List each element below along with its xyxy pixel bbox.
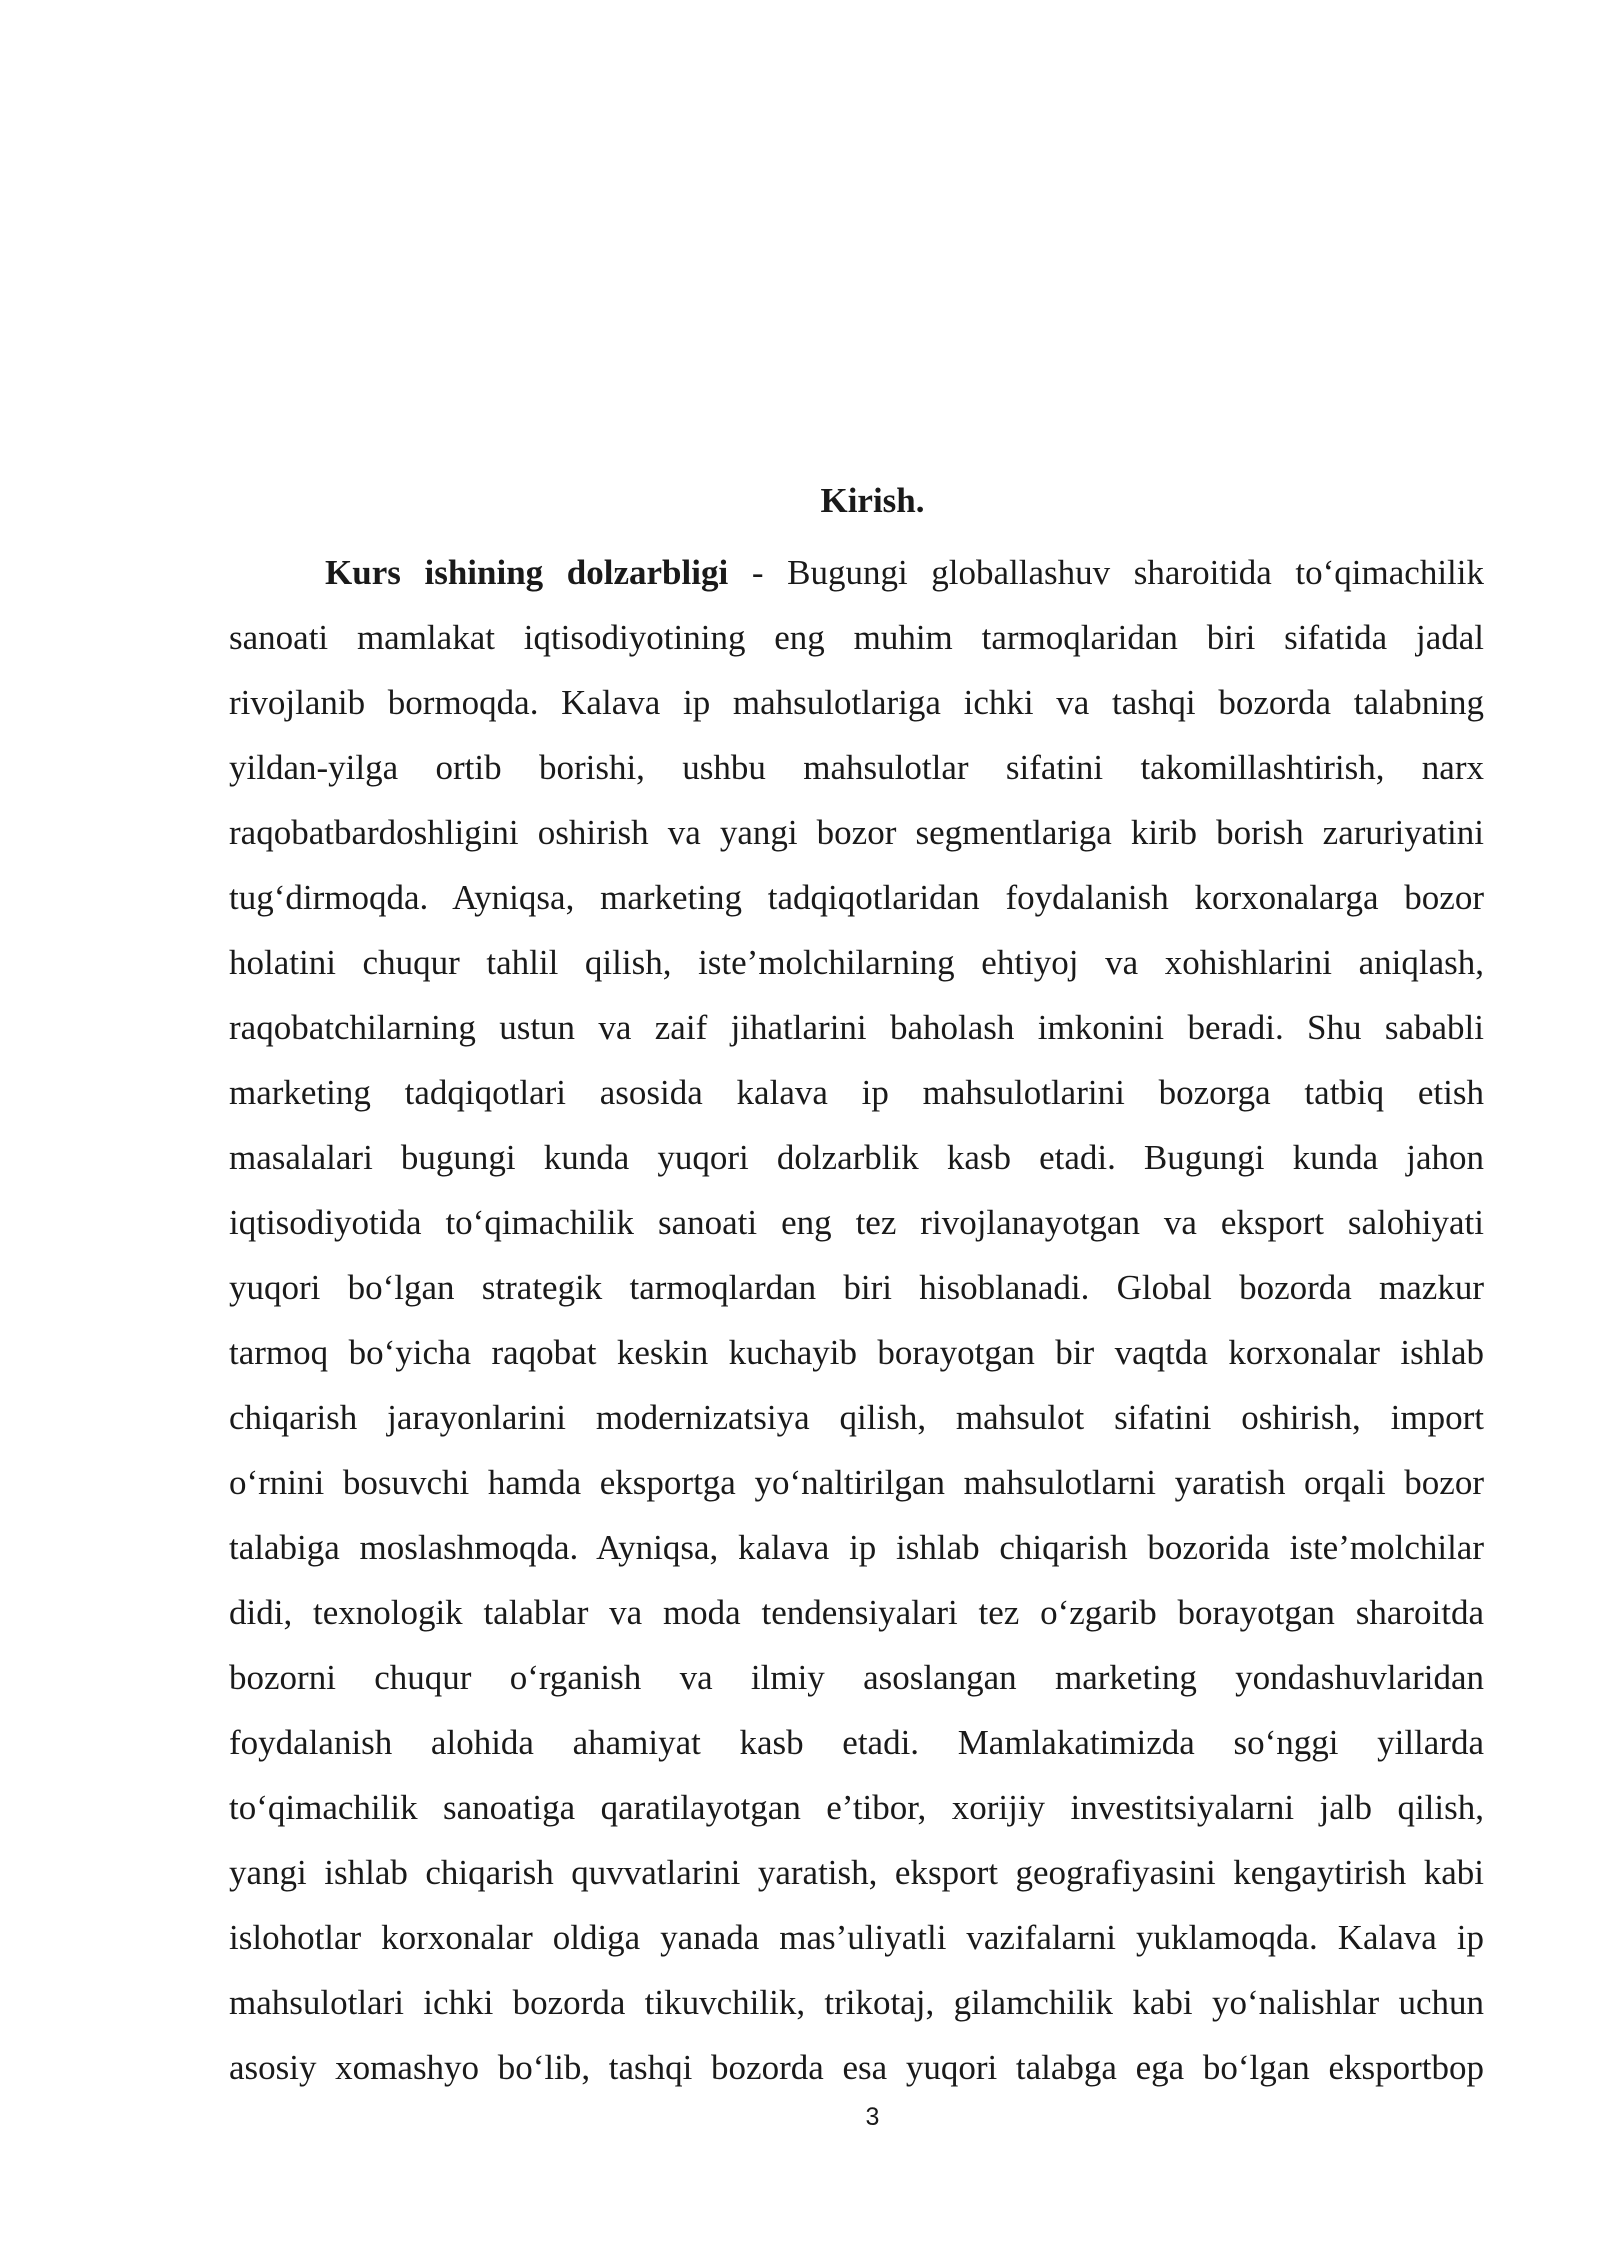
paragraph-line: rivojlanib bormoqda. Kalava ip mahsulotlariga ichki va tashqi bozorda talabning [229,683,1484,722]
section-heading: Kirish. [820,481,925,520]
paragraph-line: raqobatbardoshligini oshirish va yangi bozor segmentlariga kirib borish zaruriyatini [229,813,1484,852]
paragraph-line: holatini chuqur tahlil qilish, iste’molchilarning ehtiyoj va xohishlarini aniqlash, [229,943,1484,982]
paragraph-line: sanoati mamlakat iqtisodiyotining eng muhim tarmoqlaridan biri sifatida jadal [229,618,1484,657]
page-number: 3 [865,2103,880,2131]
paragraph-line: iqtisodiyotida to‘qimachilik sanoati eng tez rivojlanayotgan va eksport salohiyati [229,1203,1484,1242]
paragraph-line: islohotlar korxonalar oldiga yanada mas’uliyatli vazifalarni yuklamoqda. Kalava ip [229,1918,1484,1957]
paragraph-line: bozorni chuqur o‘rganish va ilmiy asoslangan marketing yondashuvlaridan [229,1658,1484,1697]
paragraph-line: chiqarish jarayonlarini modernizatsiya qilish, mahsulot sifatini oshirish, import [229,1398,1484,1437]
paragraph-line: masalalari bugungi kunda yuqori dolzarblik kasb etadi. Bugungi kunda jahon [229,1138,1484,1177]
paragraph-line: to‘qimachilik sanoatiga qaratilayotgan e’tibor, xorijiy investitsiyalarni jalb qilish, [229,1788,1484,1827]
paragraph-line: foydalanish alohida ahamiyat kasb etadi. Mamlakatimizda so‘nggi yillarda [229,1723,1484,1762]
paragraph-line: marketing tadqiqotlari asosida kalava ip mahsulotlarini bozorga tatbiq etish [229,1073,1484,1112]
paragraph-line: tarmoq bo‘yicha raqobat keskin kuchayib borayotgan bir vaqtda korxonalar ishlab [229,1333,1484,1372]
paragraph-line-text: - Bugungi globallashuv sharoitida to‘qimachilik [728,553,1484,592]
paragraph-line: didi, texnologik talablar va moda tendensiyalari tez o‘zgarib borayotgan sharoitda [229,1593,1484,1632]
paragraph-line: mahsulotlari ichki bozorda tikuvchilik, trikotaj, gilamchilik kabi yo‘nalishlar uchun [229,1983,1484,2022]
paragraph-line: tug‘dirmoqda. Ayniqsa, marketing tadqiqotlaridan foydalanish korxonalarga bozor [229,878,1484,917]
paragraph-line: raqobatchilarning ustun va zaif jihatlarini baholash imkonini beradi. Shu sababli [229,1008,1484,1047]
body-paragraph [229,540,1484,2100]
paragraph-lead-bold: Kurs ishining dolzarbligi [325,553,729,592]
paragraph-line: talabiga moslashmoqda. Ayniqsa, kalava ip ishlab chiqarish bozorida iste’molchilar [229,1528,1484,1567]
paragraph-line: yuqori bo‘lgan strategik tarmoqlardan biri hisoblanadi. Global bozorda mazkur [229,1268,1484,1307]
paragraph-line: asosiy xomashyo bo‘lib, tashqi bozorda esa yuqori talabga ega bo‘lgan eksportbop [229,2048,1484,2087]
paragraph-line [229,540,1484,605]
paragraph-line: o‘rnini bosuvchi hamda eksportga yo‘naltirilgan mahsulotlarni yaratish orqali bozor [229,1463,1484,1502]
paragraph-line: yildan-yilga ortib borishi, ushbu mahsulotlar sifatini takomillashtirish, narx [229,748,1484,787]
paragraph-line: yangi ishlab chiqarish quvvatlarini yaratish, eksport geografiyasini kengaytirish kabi [229,1853,1484,1892]
